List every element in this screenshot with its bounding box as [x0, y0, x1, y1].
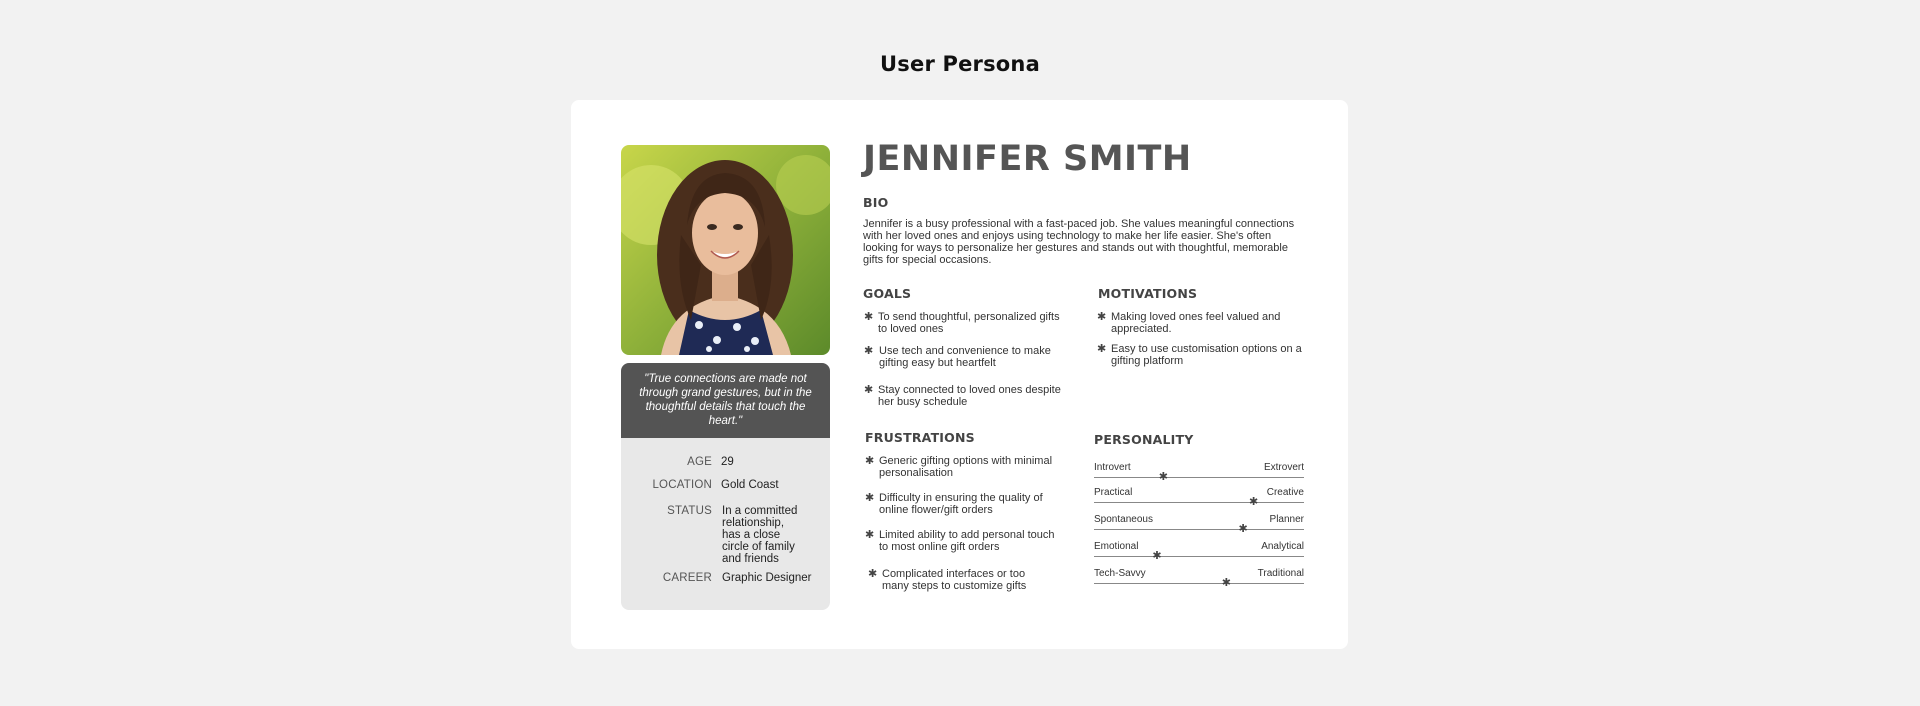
bio-heading: BIO: [863, 195, 889, 210]
persona-info: [621, 438, 830, 610]
slider-marker-icon: ✱: [1238, 523, 1248, 535]
personality-trait-techsavvy-traditional: [1094, 568, 1304, 590]
asterisk-bullet-icon: ✱: [868, 568, 878, 580]
trait-right-label: Planner: [1269, 514, 1304, 525]
asterisk-bullet-icon: ✱: [865, 455, 875, 467]
trait-track: [1094, 556, 1304, 557]
asterisk-bullet-icon: ✱: [1097, 343, 1107, 355]
info-value: Gold Coast: [721, 479, 779, 491]
asterisk-bullet-icon: ✱: [864, 345, 874, 357]
asterisk-bullet-icon: ✱: [864, 311, 874, 323]
slider-marker-icon: ✱: [1158, 471, 1168, 483]
trait-right-label: Traditional: [1257, 568, 1304, 579]
persona-photo: [621, 145, 830, 355]
goals-heading: GOALS: [863, 286, 912, 301]
info-value: In a committed relationship, has a close circle of family and friends: [722, 505, 798, 565]
info-label: LOCATION: [652, 479, 712, 491]
asterisk-bullet-icon: ✱: [865, 492, 875, 504]
slider-marker-icon: ✱: [1221, 577, 1231, 589]
trait-right-label: Extrovert: [1263, 462, 1304, 473]
asterisk-bullet-icon: ✱: [865, 529, 875, 541]
persona-quote: "True connections are made not through grand gestures, but in the thoughtful details that touch the heart.": [621, 363, 830, 438]
trait-track: [1094, 583, 1304, 584]
trait-left-label: Emotional: [1094, 541, 1139, 552]
slider-marker-icon: ✱: [1248, 496, 1259, 508]
frustrations-heading: FRUSTRATIONS: [865, 430, 975, 445]
info-value: Graphic Designer: [722, 572, 812, 584]
trait-track: [1094, 529, 1304, 530]
info-label: STATUS: [667, 505, 712, 517]
personality-trait-practical-creative: [1094, 487, 1304, 509]
persona-name: JENNIFER SMITH: [863, 139, 1192, 179]
trait-left-label: Tech-Savvy: [1094, 568, 1146, 579]
bio-text: Jennifer is a busy professional with a fast-paced job. She values meaningful connections with her loved ones and enjoys using technology to make her life easier. She's often looking for ways to personalize her gestures and stands out with thoughtful, memorable gifts for special occasions.: [863, 218, 1295, 266]
personality-trait-emotional-analytical: [1094, 541, 1304, 563]
trait-left-label: Spontaneous: [1094, 514, 1153, 525]
info-value: 29: [721, 456, 734, 468]
trait-left-label: Practical: [1094, 487, 1133, 498]
asterisk-bullet-icon: ✱: [1097, 311, 1107, 323]
page-title: User Persona: [880, 52, 1040, 76]
trait-track: [1094, 477, 1304, 478]
trait-left-label: Introvert: [1094, 462, 1131, 473]
trait-right-label: Analytical: [1261, 541, 1304, 552]
personality-trait-spontaneous-planner: [1094, 514, 1304, 536]
info-label: AGE: [687, 456, 712, 468]
motivations-heading: MOTIVATIONS: [1098, 286, 1198, 301]
trait-right-label: Creative: [1266, 487, 1304, 498]
info-label: CAREER: [662, 572, 712, 584]
persona-card: "True connections are made not through grand gestures, but in the thoughtful details that touch the heart." AGE 29 LOCATION Gold Coast STATUS In a committed relationship, has a close circle of family and friends CAREER Graphic Designer JENNIFER SMITH BIO Jennifer is a busy professional with a fast-paced job. She values meaningful connections with her loved ones and enjoys using technology to make her life easier. She's often looking for ways to personalize her gestures and stands out with thoughtful, memorable gifts for special occasions. GOALS ✱ To send thoughtful, personalized gifts to loved ones ✱ Use tech and convenience to make gifting easy but heartfelt ✱ Stay connected to loved ones despite her busy schedule MOTIVATIONS ✱ Making loved ones feel valued and appreciated. ✱ Easy to use customisation options on a gifting platform FRUSTRATIONS ✱ Generic gifting options with minimal personalisation ✱ Difficulty in ensuring the quality of online flower/gift orders ✱ Limited ability to add personal touch to most online gift orders ✱ Complicated interfaces or too many steps to customize gifts PERSONALITY Introvert Extrovert ✱ Practical Creative ✱ Spontaneous Planner ✱ Emotional Analytical ✱ Tech-Savvy Traditional ✱: [571, 100, 1348, 649]
trait-track: [1094, 502, 1304, 503]
slider-marker-icon: ✱: [1152, 550, 1162, 562]
asterisk-bullet-icon: ✱: [864, 384, 874, 396]
personality-trait-introvert-extrovert: [1094, 462, 1304, 484]
personality-heading: PERSONALITY: [1094, 432, 1194, 447]
